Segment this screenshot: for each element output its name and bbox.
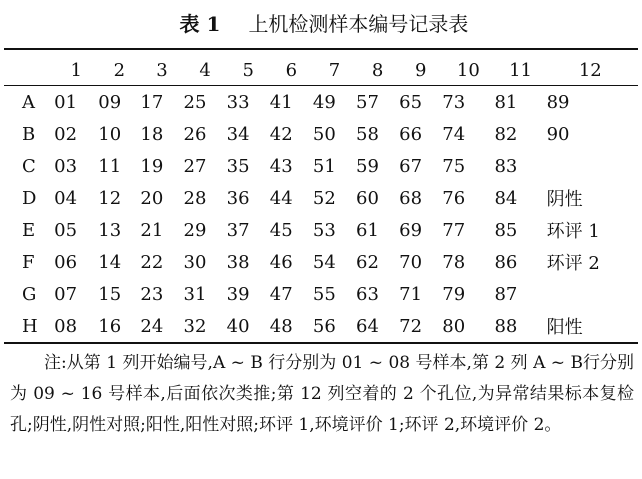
table-cell: 78 — [442, 251, 466, 273]
table-cell — [547, 278, 634, 310]
table-cell: 33 — [226, 91, 250, 113]
table-body — [8, 86, 634, 342]
table-cell: 63 — [356, 283, 379, 305]
table-cell: 04 — [54, 187, 78, 209]
column-header: 2 — [113, 59, 126, 81]
column-header: 3 — [156, 59, 168, 81]
row-header: H — [22, 315, 38, 337]
column-header: 1 — [70, 59, 82, 81]
table-cell: 42 — [269, 123, 293, 145]
table-cell: 11 — [98, 155, 122, 177]
table-cell: 31 — [183, 283, 207, 305]
table-cell: 08 — [54, 315, 78, 337]
table-cell: 69 — [399, 219, 423, 241]
table-cell: 环评 2 — [546, 253, 600, 274]
table-cell — [547, 150, 634, 182]
table-cell: 58 — [356, 123, 379, 145]
table-cell: 阴性 — [546, 189, 583, 210]
table-cell: 50 — [312, 123, 336, 145]
table-cell: 62 — [356, 251, 379, 273]
bottom-rule — [4, 342, 638, 344]
table-cell: 77 — [442, 219, 466, 241]
table-note — [10, 348, 634, 441]
table-cell: 22 — [140, 251, 164, 273]
table-name: 上机检测样本编号记录表 — [248, 12, 469, 36]
table-cell: 75 — [442, 155, 466, 177]
table-cell: 53 — [312, 219, 336, 241]
table-title — [0, 8, 642, 37]
table-number: 表 1 — [179, 12, 221, 36]
table-cell: 25 — [183, 91, 207, 113]
sample-number-table — [8, 54, 634, 342]
table-cell: 82 — [494, 123, 518, 145]
table-cell: 03 — [54, 155, 78, 177]
table-cell: 47 — [269, 283, 293, 305]
table-row — [8, 214, 634, 246]
table-cell: 16 — [98, 315, 122, 337]
table-cell: 80 — [442, 315, 466, 337]
column-header: 6 — [285, 59, 298, 81]
table-cell: 18 — [140, 123, 164, 145]
column-header: 5 — [242, 59, 254, 81]
table-cell: 54 — [312, 251, 336, 273]
table-cell: 55 — [312, 283, 336, 305]
table-row — [8, 182, 634, 214]
table-cell: 89 — [546, 91, 570, 113]
table-cell: 90 — [546, 123, 570, 145]
table-cell: 73 — [442, 91, 466, 113]
table-cell: 79 — [442, 283, 466, 305]
table-row — [8, 86, 634, 118]
table-cell: 05 — [54, 219, 78, 241]
table-cell: 环评 1 — [546, 221, 600, 242]
table-cell: 66 — [399, 123, 423, 145]
table-cell: 76 — [442, 187, 466, 209]
table-cell: 15 — [98, 283, 122, 305]
table-cell: 59 — [356, 155, 379, 177]
table-cell: 34 — [226, 123, 250, 145]
table-cell: 38 — [226, 251, 250, 273]
table-row — [8, 118, 634, 150]
table-cell: 51 — [312, 155, 336, 177]
table-row — [8, 246, 634, 278]
table-cell: 37 — [226, 219, 250, 241]
table-cell: 27 — [183, 155, 207, 177]
header-corner-cell — [8, 54, 54, 86]
table-cell: 01 — [54, 91, 78, 113]
table-cell: 72 — [399, 315, 423, 337]
table-cell: 09 — [98, 91, 122, 113]
table-cell: 44 — [269, 187, 293, 209]
table-cell: 85 — [494, 219, 518, 241]
table-cell: 81 — [494, 91, 518, 113]
row-header: D — [22, 187, 37, 209]
table-row — [8, 150, 634, 182]
table-cell: 61 — [356, 219, 379, 241]
table-cell: 14 — [98, 251, 122, 273]
table-cell: 02 — [54, 123, 78, 145]
table-cell: 45 — [269, 219, 293, 241]
table-cell: 29 — [183, 219, 207, 241]
table-cell: 86 — [494, 251, 518, 273]
table-cell: 41 — [269, 91, 293, 113]
row-header: E — [22, 219, 36, 241]
column-header: 7 — [328, 59, 341, 81]
table-cell: 60 — [356, 187, 379, 209]
table-cell: 84 — [494, 187, 518, 209]
table-cell: 17 — [140, 91, 164, 113]
table-cell: 39 — [226, 283, 250, 305]
table-cell: 24 — [140, 315, 164, 337]
table-cell: 83 — [494, 155, 518, 177]
table-cell: 13 — [98, 219, 122, 241]
table-cell: 87 — [494, 283, 518, 305]
table-cell: 阳性 — [546, 317, 583, 338]
table-cell: 70 — [399, 251, 423, 273]
column-header: 11 — [509, 59, 532, 81]
row-header: A — [22, 91, 35, 113]
table-cell: 71 — [399, 283, 423, 305]
table-cell: 65 — [399, 91, 423, 113]
table-row — [8, 278, 634, 310]
table-row — [8, 310, 634, 342]
table-cell: 07 — [54, 283, 78, 305]
table-cell: 28 — [183, 187, 207, 209]
table-cell: 48 — [269, 315, 293, 337]
table-cell: 30 — [183, 251, 207, 273]
table-cell: 12 — [98, 187, 122, 209]
row-header: C — [22, 155, 36, 177]
table-cell: 67 — [399, 155, 423, 177]
table-cell: 06 — [54, 251, 78, 273]
table-cell: 23 — [140, 283, 164, 305]
row-header: G — [22, 283, 37, 305]
table-cell: 40 — [226, 315, 250, 337]
table-cell: 32 — [183, 315, 207, 337]
row-header: F — [22, 251, 35, 273]
table-cell: 20 — [140, 187, 164, 209]
table-cell: 56 — [312, 315, 336, 337]
table-cell: 68 — [399, 187, 423, 209]
top-rule — [4, 48, 638, 50]
table-cell: 46 — [269, 251, 293, 273]
table-cell: 35 — [226, 155, 250, 177]
table-cell: 88 — [494, 315, 518, 337]
note-text: 注:从第 1 列开始编号,A ~ B 行分别为 01 ~ 08 号样本,第 2 列 A ~ B行分别为 09 ~ 16 号样本,后面依次类推;第 12 列空着的 2 个孔位,为异常结果标本复检孔;阴性,阴性对照;阳性,阳性对照;环评 1,环境评价 1;环评 2,环境评价 2。 — [10, 353, 634, 435]
table-cell: 19 — [140, 155, 164, 177]
table-cell: 43 — [269, 155, 293, 177]
row-header: B — [22, 123, 36, 145]
table-cell: 26 — [183, 123, 207, 145]
column-header: 8 — [371, 59, 384, 81]
table-header-row — [8, 54, 634, 86]
table-cell: 74 — [442, 123, 466, 145]
column-header: 9 — [414, 59, 427, 81]
column-header: 10 — [456, 59, 480, 81]
table-cell: 57 — [356, 91, 379, 113]
column-header: 4 — [199, 59, 211, 81]
table-cell: 52 — [312, 187, 336, 209]
table-cell: 10 — [98, 123, 122, 145]
column-header: 12 — [578, 59, 602, 81]
table-cell: 49 — [312, 91, 336, 113]
table-cell: 21 — [140, 219, 164, 241]
table-cell: 36 — [226, 187, 250, 209]
table-cell: 64 — [356, 315, 379, 337]
